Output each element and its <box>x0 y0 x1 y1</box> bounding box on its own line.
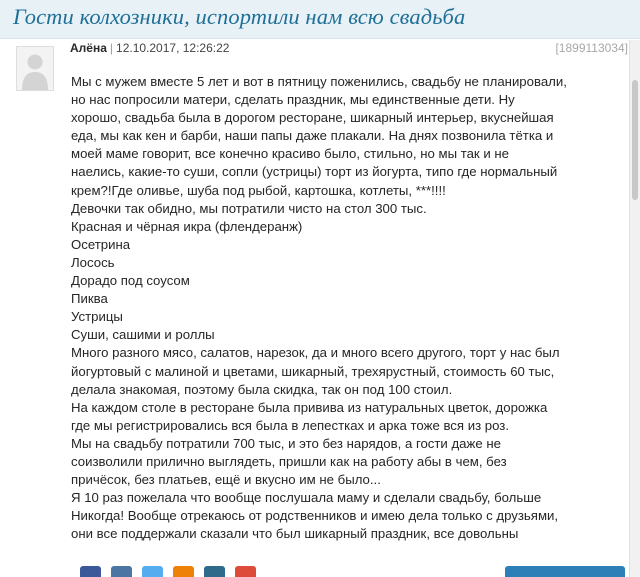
comment-line: Осетрина <box>71 236 131 252</box>
comment-line: Девочки так обидно, мы потратили чисто на стол 300 тыс. <box>71 200 427 216</box>
google-plus-icon[interactable] <box>235 566 256 577</box>
comment-line: Много разного мясо, салатов, нарезок, да и много всего другого, торт у нас был <box>71 345 560 361</box>
facebook-icon[interactable] <box>80 566 101 577</box>
page-title: Гости колхозники, испортили нам всю свадьба <box>13 4 466 29</box>
scrollbar[interactable] <box>629 40 640 577</box>
comment-line: Пиква <box>71 291 108 307</box>
post-id[interactable]: [1899113034] <box>555 41 628 55</box>
livejournal-icon[interactable] <box>204 566 225 577</box>
comment-line: Никогда! Вообще отрекаюсь от родственников и имею дела только с друзьями, <box>71 508 559 524</box>
reply-button[interactable] <box>505 566 625 577</box>
twitter-icon[interactable] <box>142 566 163 577</box>
share-buttons <box>80 566 640 577</box>
comment-line: причёсок, без платьев, ещё и вкусно им не было... <box>71 472 381 488</box>
comment-line: Дорадо под соусом <box>71 273 190 289</box>
post-id-number: 1899113034 <box>558 41 625 55</box>
comment-line: Красная и чёрная икра (флендеранж) <box>71 218 303 234</box>
user-silhouette-icon <box>17 47 53 90</box>
meta-separator: | <box>109 41 114 55</box>
comment-line: делала знакомая, поэтому была скидка, так он под 100 стоил. <box>71 381 453 397</box>
comment-line: наелись, какие-то суши, сопли (устрицы) торт из йогурта, типо где нормальный <box>71 164 558 180</box>
comment-line: они все поддержали сказали что был шикарный праздник, все довольны <box>71 526 519 542</box>
comment-line: Мы на свадьбу потратили 700 тыс, и это без нарядов, а гости даже не <box>71 435 501 451</box>
comment-line: Мы с мужем вместе 5 лет и вот в пятницу поженились, свадьбу не планировали, <box>71 74 567 89</box>
avatar <box>16 46 54 91</box>
comment-date: 12.10.2017, 12:26:22 <box>116 41 230 55</box>
comment-meta <box>70 40 229 56</box>
comment-author[interactable]: Алёна <box>70 41 107 55</box>
comment-line: но нас попросили матери, сделать праздник, мы единственные дети. Ну <box>71 92 515 108</box>
comment-body <box>71 73 637 543</box>
comment-line: Суши, сашими и роллы <box>71 327 215 343</box>
comment-line: йогуртовый с малиной и цветами, шикарный, трехярустный, стоимость 60 тыс, <box>71 363 555 379</box>
comment-line: где мы регистрировались вся была в лепестках и арка тоже вся из роз. <box>71 417 510 433</box>
vk-icon[interactable] <box>111 566 132 577</box>
comment-line: Устрицы <box>71 309 123 325</box>
comment-line: крем?!Где оливье, шуба под рыбой, картошка, котлеты, ***!!!! <box>71 182 446 198</box>
comment-line: Я 10 раз пожелала что вообще послушала маму и сделали свадьбу, больше <box>71 490 542 506</box>
comment-line: На каждом столе в ресторане была привива из натуральных цветок, дорожка <box>71 399 548 415</box>
title-bar <box>0 0 640 39</box>
comment-line: соизволили прилично выглядеть, пришли как на работу абы в чем, без <box>71 453 507 469</box>
scrollbar-thumb[interactable] <box>632 80 638 200</box>
comment-line: моей маме говорит, все конечно красиво было, стильно, но мы так и не <box>71 146 510 162</box>
odnoklassniki-icon[interactable] <box>173 566 194 577</box>
comment-line: Лосось <box>71 254 115 270</box>
comment-line: еда, мы как кен и барби, наши папы даже плакали. На днях позвонила тётка и <box>71 128 554 144</box>
comment-line: хорошо, свадьба была в дорогом ресторане, шикарный интерьер, вкуснейшая <box>71 110 554 126</box>
